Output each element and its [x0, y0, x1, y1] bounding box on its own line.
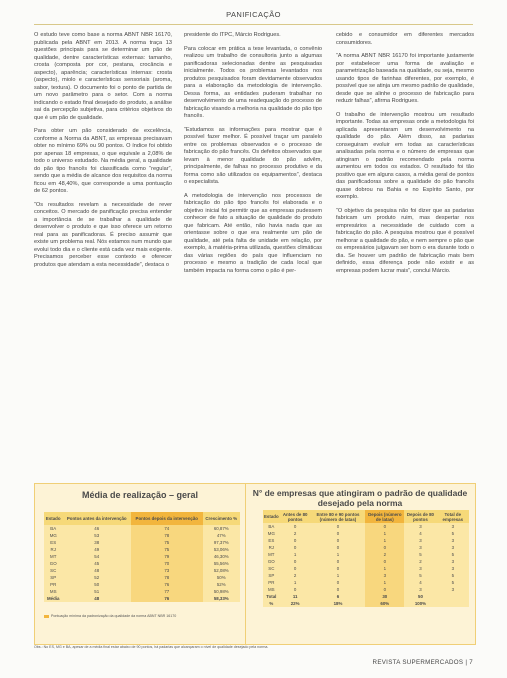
table-cell: 3 [437, 523, 469, 530]
table-cell: 46 [62, 525, 131, 532]
table-row [263, 593, 469, 600]
table-row [263, 586, 469, 593]
table-cell: 0 [311, 544, 366, 551]
table-cell: RJ [263, 544, 280, 551]
table-cell: 2 [365, 551, 404, 558]
table-cell: 49 [62, 546, 131, 553]
table-row [263, 600, 469, 607]
paragraph: “A norma ABNT NBR 16170 foi importante justamente por estabelecer uma forma de avaliação e parametrização baseada na qualidade, ou seja, mesmo usando tipos de farinhas diferentes, por exemplo, é possível que se atinja um mesmo padrão de qualidade, desde que se alinhe o processo de fabricação para reduzir falhas”, afirma Rodrigues. [336, 53, 474, 104]
table-header-cell: Pontos depois da intervenção [131, 512, 203, 525]
table-cell: 3 [404, 544, 436, 551]
table-cell: ES [263, 537, 280, 544]
table-cell: 0 [311, 565, 366, 572]
table-cell: 1 [365, 537, 404, 544]
table-cell: SP [263, 572, 280, 579]
table-cell: MS [263, 586, 280, 593]
table-cell: 1 [280, 551, 311, 558]
table-cell: 3 [437, 537, 469, 544]
table-cell: 0 [311, 537, 366, 544]
paragraph: “Estudamos as informações para mostrar que é possível fazer melhor. É possível traçar um paralelo entre os problemas observados e o processo de fabricação do pão francês. Os defeitos observados que levam à menor qualidade do pão advêm, principalmente, de falhas no processo produtivo e da forma como são utilizados os equipamentos”, destaca o especialista. [184, 126, 322, 185]
table-cell: GO [44, 560, 62, 567]
table-cell: 75 [131, 546, 203, 553]
table-cell: SC [44, 567, 62, 574]
table-row [44, 539, 240, 546]
table-cell: 0 [311, 558, 366, 565]
table-row [263, 572, 469, 579]
table-row [44, 553, 240, 560]
table-cell: ES [44, 539, 62, 546]
table-cell: 0 [365, 523, 404, 530]
table-row [263, 551, 469, 558]
figure-footnote: Obs.: No ES, MG e BA, apesar de a média final estar abaixo de 90 pontos, há padarias que alcançaram o nível de qualidade desejado pela norma. [34, 645, 269, 649]
table-cell: 1 [311, 551, 366, 558]
table-cell: 0 [280, 537, 311, 544]
table-cell: GO [263, 558, 280, 565]
table-cell: 53,06% [203, 546, 240, 553]
table-cell: BA [44, 525, 62, 532]
paragraph: “O objetivo da pesquisa não foi dizer que as padarias fabricam um produto ruim, mas despertar nos empresários a necessidade de cuidado com a fabricação do pão. A pesquisa mostrou que é possível melhorar a qualidade do pão, e nem sempre o pão que os empresários julgavam ser bom o era durante todo o dia. Se houver um padrão de fabricação mais bem definido, essa diferença pode não existir e as empresas podem lucrar mais”, conclui Márcio. [336, 207, 474, 274]
table-cell: 22% [280, 600, 311, 607]
table-row [44, 595, 240, 602]
table-cell: 18% [311, 600, 366, 607]
table-cell: PR [263, 579, 280, 586]
table-cell: 3 [404, 565, 436, 572]
table-cell: 1 [365, 565, 404, 572]
table-header-cell: Pontos antes da intervenção [62, 512, 131, 525]
table-cell: 6 [311, 593, 366, 600]
table-row [263, 530, 469, 537]
table-row [44, 532, 240, 539]
table-cell: 51 [62, 588, 131, 595]
table-cell: 0 [280, 523, 311, 530]
table-header-cell: Depois de 80 pontos [404, 510, 436, 523]
table-cell: MT [44, 553, 62, 560]
table-legend [44, 614, 176, 618]
table-cell: 3 [365, 572, 404, 579]
table-cell: 5 [404, 551, 436, 558]
table-cell: 1 [365, 530, 404, 537]
table-cell: 50 [404, 593, 436, 600]
table-cell: 5 [404, 572, 436, 579]
table-cell: 0 [365, 558, 404, 565]
table-cell: 4 [404, 530, 436, 537]
table-row [44, 546, 240, 553]
table-cell: 11 [280, 593, 311, 600]
table-cell: 3 [437, 558, 469, 565]
table-row [263, 523, 469, 530]
table-cell: SC [263, 565, 280, 572]
text-column-2 [184, 32, 322, 281]
paragraph: Para obter um pão considerado de excelência, conforme a Norma da ABNT, as empresas precisavam obter no mínimo 69% ou 90 pontos. O índice foi obtido por apenas 18 empresas, o que equivale a 2,08% de todo o universo estudado. Na média geral, a qualidade do pão tipo francês foi classificada como “regular”, sendo que a média de alcance dos requisitos da norma ficou em 48,40%, que corresponde a uma pontuação de 62 pontos. [34, 128, 172, 194]
table-row [44, 574, 240, 581]
text-column-1 [34, 32, 172, 275]
section-header: PANIFICAÇÃO [226, 10, 281, 19]
table-header-cell: Crescimento % [203, 512, 240, 525]
table-cell: 0 [365, 586, 404, 593]
text-column-3 [336, 32, 474, 281]
table-cell: % [263, 600, 280, 607]
table-cell: BA [263, 523, 280, 530]
table-cell: 4 [404, 579, 436, 586]
empresas-padrao-table [263, 510, 469, 607]
table-cell: 0 [280, 544, 311, 551]
table-cell: 52 [62, 574, 131, 581]
table-cell: 3 [404, 537, 436, 544]
table-header-cell: Entre 80 e 90 pontos (número de latas) [311, 510, 366, 523]
table-row [44, 567, 240, 574]
table-cell [437, 600, 469, 607]
table-cell: 3 [437, 544, 469, 551]
table-cell: 46,30% [203, 553, 240, 560]
paragraph: A metodologia de intervenção nos processos de fabricação do pão tipo francês foi elaborada e o objetivo inicial foi permitir que as empresas pudessem conhecer de fato a situação de qualidade do produto que fabricam. Até então, não havia nada que as orientasse sobre o que era realmente um pão de qualidade, até pela falta de unidade em relação, por exemplo, à matéria-prima utilizada, questões climáticas das várias regiões do país que influenciam no processo e mesmo a tradição de cada local que também impacta na forma como o pão é per- [184, 192, 322, 274]
table-cell: 70 [131, 560, 203, 567]
paragraph: “Os resultados revelam a necessidade de rever conceitos. O mercado de panificação precisa entender a importância de se trabalhar a qualidade de desenvolver o produto e que isso oferece um retorno real para as panificadoras. É preciso assumir que existe um problema real. Nós estamos num mundo que evolui todo dia e o cliente está cada vez mais exigente. Precisamos perceber esse contexto e oferecer produtos que atendam a esta necessidade”, destaca o [34, 201, 172, 268]
table-cell: 77 [131, 588, 203, 595]
table-header-cell: Depois (número de latas) [365, 510, 404, 523]
table-row [263, 544, 469, 551]
table-row [44, 588, 240, 595]
table-cell: 48 [62, 595, 131, 602]
table-cell: 5 [437, 572, 469, 579]
table-cell [437, 593, 469, 600]
table-cell: 73 [131, 567, 203, 574]
table-row [263, 537, 469, 544]
table-cell: 52,08% [203, 567, 240, 574]
table-cell: 30 [365, 593, 404, 600]
table-cell: 60,87% [203, 525, 240, 532]
table-cell: 54 [62, 553, 131, 560]
media-realizacao-table [44, 512, 240, 602]
table-cell: 3 [437, 586, 469, 593]
paragraph: presidente do ITPC, Márcio Rodrigues. [184, 32, 281, 38]
table-cell: 0 [311, 586, 366, 593]
table-cell: 47% [203, 532, 240, 539]
table-cell: 0 [280, 565, 311, 572]
table-cell: 78 [131, 574, 203, 581]
table-cell: 78 [131, 532, 203, 539]
header-rule [34, 24, 473, 25]
table-cell: 5 [437, 551, 469, 558]
table-header-cell: Antes de 80 pontos [280, 510, 311, 523]
table-cell: 38 [62, 539, 131, 546]
table-cell: MT [263, 551, 280, 558]
table-row [263, 579, 469, 586]
table-cell: Total [263, 593, 280, 600]
table-cell: 5 [437, 530, 469, 537]
table-cell: 52% [203, 581, 240, 588]
table-cell: SP [44, 574, 62, 581]
paragraph: O estudo teve como base a norma ABNT NBR 16170, publicada pela ABNT em 2013. A norma traça 13 questões principais para se determinar um pão de qualidade, dentre características externas: tamanho, crosta (composta por cor, pestana, crocância e aspecto), aparência; características internas: crosta (aspecto), miolo e características sensoriais (aroma, sabor, textura). O documento foi o ponto de partida de um novo parâmetro para o setor. Com a norma indicando o estado final desejado do produto, a análise sai da percepção subjetiva, para critérios objetivos do que é um pão de qualidade. [34, 32, 172, 121]
table-cell: Média [44, 595, 62, 602]
figure-tables [34, 483, 476, 645]
table-row [44, 525, 240, 532]
table-row [44, 581, 240, 588]
table-cell: 2 [404, 558, 436, 565]
table-title-media: Média de realização – geral [81, 490, 199, 500]
table-cell: 0 [365, 544, 404, 551]
table-cell: 2 [280, 572, 311, 579]
table-cell: 0 [311, 523, 366, 530]
table-row [44, 560, 240, 567]
table-cell: 45 [62, 560, 131, 567]
table-cell: MS [44, 588, 62, 595]
table-cell: 3 [404, 586, 436, 593]
legend-swatch [44, 615, 49, 618]
table-cell: RJ [44, 546, 62, 553]
table-cell: 1 [311, 572, 366, 579]
table-cell: 5 [437, 579, 469, 586]
table-cell: 2 [280, 530, 311, 537]
table-cell: 0 [280, 558, 311, 565]
table-cell: 50% [203, 574, 240, 581]
page-footer: REVISTA SUPERMERCADOS | 7 [372, 659, 473, 666]
paragraph: O trabalho de intervenção mostrou um resultado importante. Todas as empresas onde a metodologia foi aplicada apresentaram um desenvolvimento na qualidade do pão. Além disso, as padarias conseguiram evoluir em todas as características analisadas pela norma e o número de empresas que atingiram o padrão recomendado pela norma aumentou em todos os estados. O resultado foi tão positivo que em alguns casos, a média geral de pontos das panificadoras sobre a qualidade do pão francês quase dobrou na Bahia e no Espírito Santo, por exemplo. [336, 111, 474, 200]
paragraph: cebido e consumidor em diferentes mercados consumidores. [336, 32, 474, 46]
table-cell: 76 [131, 595, 203, 602]
table-cell: 1 [280, 579, 311, 586]
table-cell: 48 [62, 567, 131, 574]
table-cell: 50,98% [203, 588, 240, 595]
table-cell: 74 [131, 525, 203, 532]
table-cell: 3 [404, 523, 436, 530]
table-header-cell: Estado [263, 510, 280, 523]
table-cell: 0 [311, 530, 366, 537]
table-cell: 79 [131, 553, 203, 560]
table-cell: 60% [365, 600, 404, 607]
table-row [263, 565, 469, 572]
paragraph: Para colocar em prática a tese levantada, o convênio realizou um trabalho de consultoria junto a algumas panificadoras selecionadas dentre as pesquisadas inicialmente. Todos os problemas levantados nos produtos pesquisados foram devidamente observados para a elaboração da metodologia de intervenção. Dessa forma, as entidades puderam trabalhar no desenvolvimento de uma readequação do processo de fabricação visando a melhoria na qualidade do pão tipo francês. [184, 45, 322, 119]
table-cell: MG [263, 530, 280, 537]
table-cell: 97,37% [203, 539, 240, 546]
table-cell: 0 [280, 586, 311, 593]
table-cell: PR [44, 581, 62, 588]
table-cell: 76 [131, 581, 203, 588]
table-cell: 0 [311, 579, 366, 586]
table-title-empresas: N° de empresas que atingiram o padrão de qualidade desejado pela norma [252, 488, 468, 508]
table-cell: 3 [437, 565, 469, 572]
legend-text: Pontuação mínima da padronização da qualidade da norma ABNT NBR 16170 [51, 614, 177, 618]
figure-divider [245, 484, 246, 644]
table-cell: 1 [365, 579, 404, 586]
table-cell: MG [44, 532, 62, 539]
table-header-cell: Total de empresas [437, 510, 469, 523]
table-header-cell: Estado [44, 512, 62, 525]
table-cell: 53 [62, 532, 131, 539]
table-row [263, 558, 469, 565]
table-cell: 58,33% [203, 595, 240, 602]
table-cell: 100% [404, 600, 436, 607]
table-cell: 55,56% [203, 560, 240, 567]
table-cell: 50 [62, 581, 131, 588]
table-cell: 75 [131, 539, 203, 546]
